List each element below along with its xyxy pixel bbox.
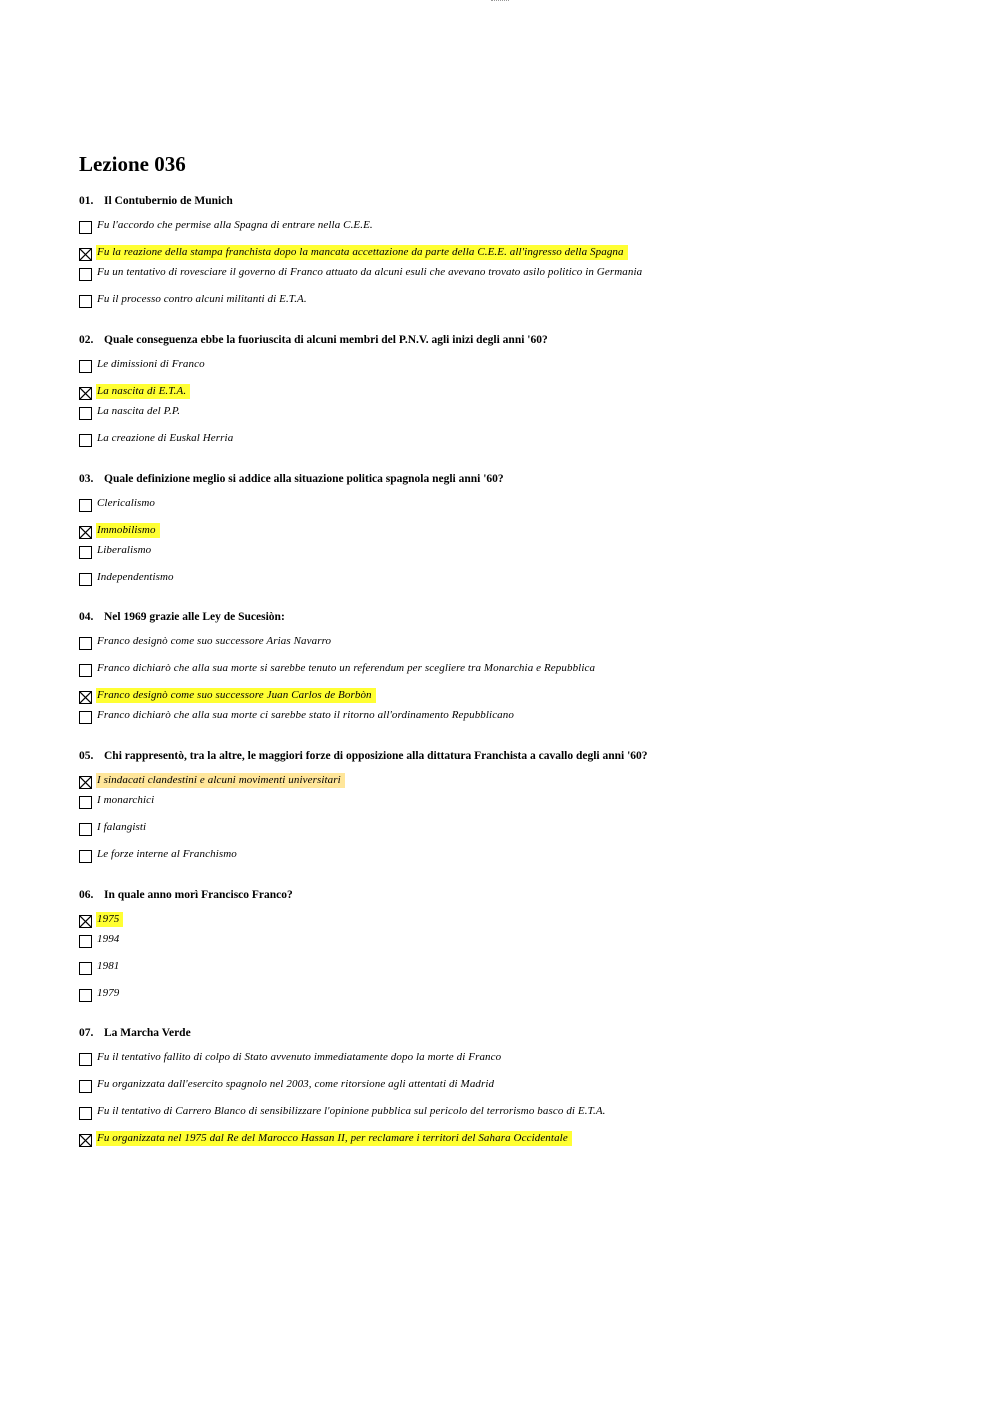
checkbox[interactable] xyxy=(79,360,92,373)
checkbox[interactable] xyxy=(79,796,92,809)
check-x-icon xyxy=(80,916,91,927)
page-title: Lezione 036 xyxy=(79,152,186,176)
checkbox-checked[interactable] xyxy=(79,248,92,261)
checkbox[interactable] xyxy=(79,962,92,975)
checkbox[interactable] xyxy=(79,989,92,1002)
check-x-icon xyxy=(80,777,91,788)
answer-text: 1981 xyxy=(97,960,120,972)
checkbox[interactable] xyxy=(79,573,92,586)
checkbox[interactable] xyxy=(79,407,92,420)
question-number: 07. xyxy=(79,1027,94,1039)
checkbox[interactable] xyxy=(79,221,92,234)
answer-text: Clericalismo xyxy=(97,497,156,509)
question-text: Quale definizione meglio si addice alla situazione politica spagnola negli anni '60? xyxy=(104,473,504,485)
question-number: 05. xyxy=(79,750,94,762)
checkbox[interactable] xyxy=(79,1107,92,1120)
checkbox[interactable] xyxy=(79,268,92,281)
page-marker xyxy=(491,0,509,2)
question-text: Quale conseguenza ebbe la fuoriuscita di alcuni membri del P.N.V. agli inizi degli anni '60? xyxy=(104,334,548,346)
question-title xyxy=(79,1027,191,1039)
answer-text: Franco designò come suo successore Arias Navarro xyxy=(97,635,332,647)
checkbox[interactable] xyxy=(79,711,92,724)
answer-text: 1975 xyxy=(96,912,123,927)
answer-text: Le forze interne al Franchismo xyxy=(97,848,237,860)
question-title xyxy=(79,611,285,623)
answer-text: Franco dichiarò che alla sua morte si sarebbe tenuto un referendum per scegliere tra Monarchia e Repubblica xyxy=(97,662,596,674)
checkbox[interactable] xyxy=(79,295,92,308)
question-title xyxy=(79,195,233,207)
answer-text: 1994 xyxy=(97,933,120,945)
check-x-icon xyxy=(80,692,91,703)
answer-text: Fu l'accordo che permise alla Spagna di entrare nella C.E.E. xyxy=(97,219,373,231)
answer-text: La nascita di E.T.A. xyxy=(96,384,190,399)
check-x-icon xyxy=(80,1135,91,1146)
check-x-icon xyxy=(80,527,91,538)
question-title xyxy=(79,334,548,346)
answer-text: La creazione di Euskal Herria xyxy=(97,432,234,444)
question-number: 03. xyxy=(79,473,94,485)
answer-text: Fu organizzata nel 1975 dal Re del Marocco Hassan II, per reclamare i territori del Sahara Occidentale xyxy=(96,1131,572,1146)
answer-text: Le dimissioni di Franco xyxy=(97,358,205,370)
checkbox[interactable] xyxy=(79,546,92,559)
question-text: Nel 1969 grazie alle Ley de Sucesiòn: xyxy=(104,611,285,623)
answer-text: Immobilismo xyxy=(96,523,160,538)
checkbox-checked[interactable] xyxy=(79,526,92,539)
answer-text: Liberalismo xyxy=(97,544,152,556)
checkbox[interactable] xyxy=(79,434,92,447)
question-number: 04. xyxy=(79,611,94,623)
checkbox[interactable] xyxy=(79,850,92,863)
answer-text: Franco designò come suo successore Juan Carlos de Borbòn xyxy=(96,688,376,703)
answer-text: Fu il processo contro alcuni militanti di E.T.A. xyxy=(97,293,307,305)
answer-text: Fu organizzata dall'esercito spagnolo nel 2003, come ritorsione agli attentati di Madrid xyxy=(97,1078,495,1090)
answer-text: I sindacati clandestini e alcuni movimenti universitari xyxy=(96,773,345,788)
answer-text: La nascita del P.P. xyxy=(97,405,181,417)
checkbox-checked[interactable] xyxy=(79,915,92,928)
checkbox-checked[interactable] xyxy=(79,387,92,400)
question-title xyxy=(79,889,293,901)
checkbox[interactable] xyxy=(79,664,92,677)
checkbox-checked[interactable] xyxy=(79,776,92,789)
question-number: 02. xyxy=(79,334,94,346)
answer-text: Franco dichiarò che alla sua morte ci sarebbe stato il ritorno all'ordinamento Repubblicano xyxy=(97,709,514,721)
checkbox-checked[interactable] xyxy=(79,691,92,704)
checkbox-checked[interactable] xyxy=(79,1134,92,1147)
check-x-icon xyxy=(80,249,91,260)
check-x-icon xyxy=(80,388,91,399)
answer-text: Fu la reazione della stampa franchista dopo la mancata accettazione da parte della C.E.E. all'ingresso della Spagna xyxy=(96,245,628,260)
answer-text: I falangisti xyxy=(97,821,147,833)
question-text: In quale anno morì Francisco Franco? xyxy=(104,889,293,901)
answer-text: Independentismo xyxy=(97,571,174,583)
answer-text: Fu un tentativo di rovesciare il governo di Franco attuato da alcuni esuli che avevano trovato asilo politico in Germania xyxy=(97,266,643,278)
answer-text: Fu il tentativo fallito di colpo di Stato avvenuto immediatamente dopo la morte di Franco xyxy=(97,1051,502,1063)
checkbox[interactable] xyxy=(79,1080,92,1093)
question-number: 01. xyxy=(79,195,94,207)
checkbox[interactable] xyxy=(79,823,92,836)
question-title xyxy=(79,750,648,762)
question-text: Chi rappresentò, tra la altre, le maggiori forze di opposizione alla dittatura Franchista a cavallo degli anni '60? xyxy=(104,750,648,762)
question-text: Il Contubernio de Munich xyxy=(104,195,233,207)
checkbox[interactable] xyxy=(79,499,92,512)
answer-text: 1979 xyxy=(97,987,120,999)
checkbox[interactable] xyxy=(79,935,92,948)
checkbox[interactable] xyxy=(79,637,92,650)
question-number: 06. xyxy=(79,889,94,901)
question-title xyxy=(79,473,504,485)
question-text: La Marcha Verde xyxy=(104,1027,191,1039)
answer-text: Fu il tentativo di Carrero Blanco di sensibilizzare l'opinione pubblica sul pericolo del terrorismo basco di E.T.A. xyxy=(97,1105,606,1117)
checkbox[interactable] xyxy=(79,1053,92,1066)
answer-text: I monarchici xyxy=(97,794,155,806)
